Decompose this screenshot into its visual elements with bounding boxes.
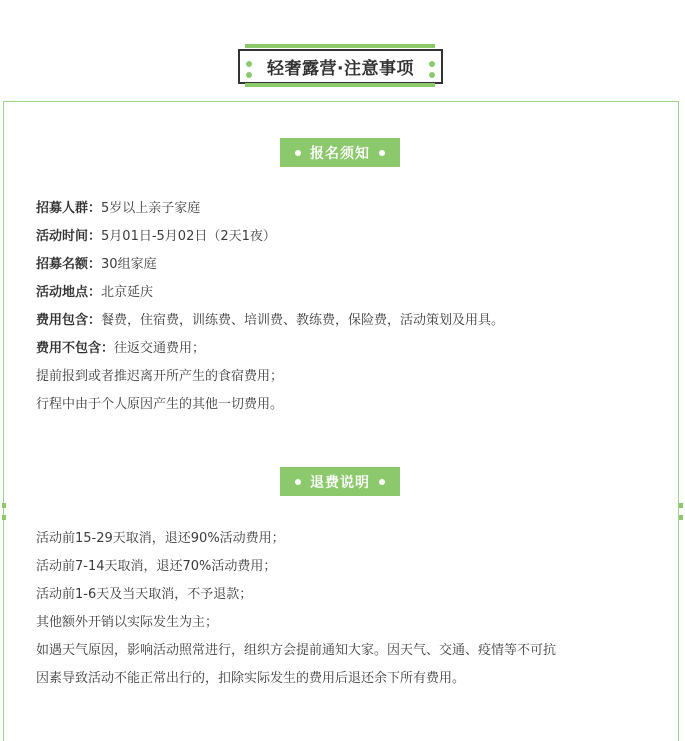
title-box	[238, 49, 443, 84]
item-label: 招募名额	[36, 257, 89, 272]
list-item: 活动前15-29天取消，退还90%活动费用；	[36, 531, 285, 546]
page-title: 轻奢露营·注意事项	[267, 59, 414, 79]
list-item	[36, 251, 504, 279]
item-label: 费用不包含	[36, 341, 102, 356]
title-dot-icon	[246, 72, 252, 78]
bullet-dot-icon	[379, 150, 385, 156]
title-bottom-bar	[245, 83, 435, 87]
item-separator: ：	[88, 313, 102, 328]
item-value: 餐费，住宿费，训练费、培训费、教练费，保险费，活动策划及用具。	[101, 313, 505, 328]
item-separator: ：	[88, 285, 102, 300]
item-label: 活动时间	[36, 229, 89, 244]
item-separator: ：	[101, 341, 115, 356]
frame-tick-mark	[679, 515, 683, 520]
list-item	[36, 335, 504, 363]
section-heading: 退费说明	[310, 474, 370, 491]
item-label: 招募人群	[36, 201, 89, 216]
list-item: 活动前7-14天取消，退还70%活动费用；	[36, 559, 277, 574]
item-label: 活动地点	[36, 285, 89, 300]
title-dot-icon	[429, 61, 435, 67]
item-separator: ：	[88, 201, 102, 216]
bullet-dot-icon	[295, 150, 301, 156]
refund-list	[36, 525, 556, 693]
item-value: 30组家庭	[101, 257, 157, 272]
item-separator: ：	[88, 257, 102, 272]
list-item	[36, 279, 504, 307]
list-item: 行程中由于个人原因产生的其他一切费用。	[36, 397, 284, 412]
section-heading: 报名须知	[310, 145, 370, 162]
title-top-bar	[245, 44, 435, 48]
bullet-dot-icon	[379, 479, 385, 485]
frame-tick-mark	[679, 503, 683, 508]
bullet-dot-icon	[295, 479, 301, 485]
item-separator: ：	[88, 229, 102, 244]
list-item	[36, 307, 504, 335]
list-item: 提前报到或者推迟离开所产生的食宿费用；	[36, 369, 284, 384]
list-item: 其他额外开销以实际发生为主；	[36, 615, 219, 630]
frame-tick-mark	[2, 503, 6, 508]
item-value: 5岁以上亲子家庭	[101, 201, 201, 216]
registration-list	[36, 195, 504, 419]
item-label: 费用包含	[36, 313, 89, 328]
frame-tick-mark	[2, 515, 6, 520]
title-dot-icon	[429, 72, 435, 78]
list-item: 活动前1-6天及当天取消，不予退款；	[36, 587, 253, 602]
item-value: 5月01日-5月02日（2天1夜）	[101, 229, 276, 244]
item-value: 北京延庆	[101, 285, 154, 300]
title-dot-icon	[246, 61, 252, 67]
list-item	[36, 195, 504, 223]
item-value: 往返交通费用；	[114, 341, 206, 356]
section-header-registration	[280, 138, 400, 167]
list-item	[36, 223, 504, 251]
section-header-refund	[280, 467, 400, 496]
list-item: 因素导致活动不能正常出行的，扣除实际发生的费用后退还余下所有费用。	[36, 671, 466, 686]
list-item: 如遇天气原因，影响活动照常进行，组织方会提前通知大家。因天气、交通、疫情等不可抗	[36, 643, 557, 658]
page-title-block	[238, 44, 443, 87]
